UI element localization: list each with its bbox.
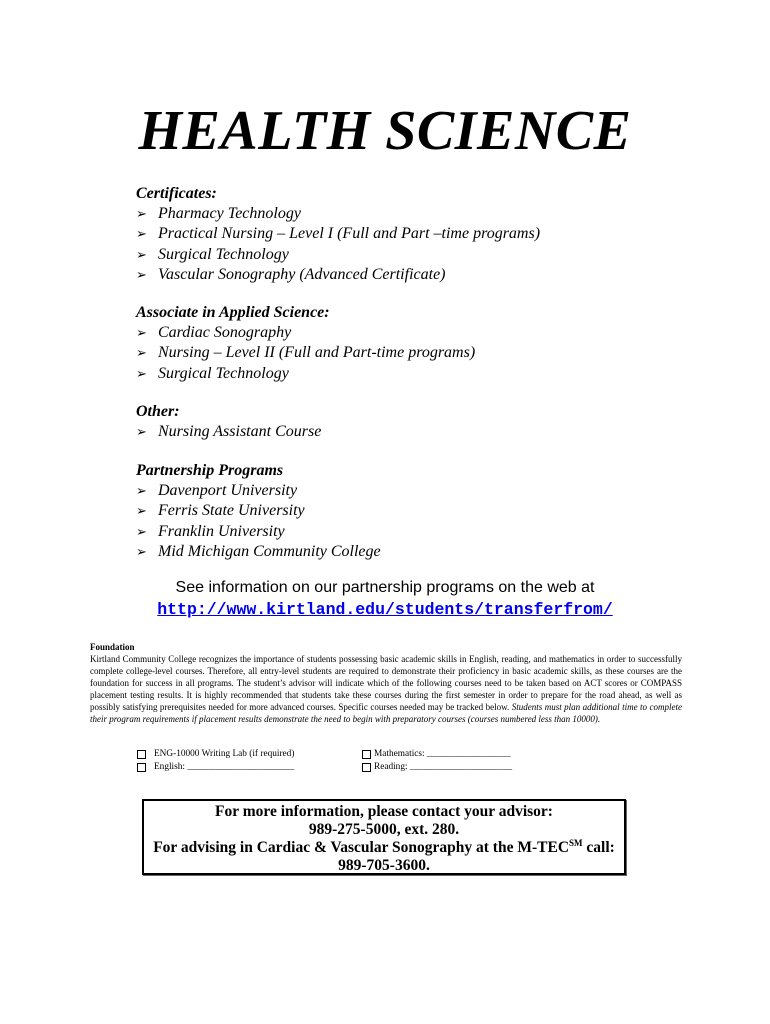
certificates-section	[136, 184, 540, 286]
checklist-label: Mathematics: __________________	[374, 749, 511, 759]
section-heading: Partnership Programs	[136, 462, 284, 479]
list-item-label: Practical Nursing – Level I (Full and Part –time programs)	[158, 225, 541, 242]
checklist-label: ENG-10000 Writing Lab (if required)	[154, 749, 295, 759]
list-item	[136, 265, 540, 286]
arrow-bullet-icon: ➢	[136, 325, 147, 341]
associate-degree-list	[136, 323, 475, 385]
associate-degree-section	[136, 303, 475, 384]
list-item	[136, 481, 381, 502]
transfer-url-link[interactable]: http://www.kirtland.edu/students/transferfrom/	[157, 600, 613, 619]
checklist-label: Reading: ______________________	[374, 762, 513, 772]
checkbox[interactable]	[362, 763, 371, 772]
arrow-bullet-icon: ➢	[136, 483, 147, 499]
foundation-section	[90, 641, 682, 725]
list-item-label: Cardiac Sonography	[158, 323, 292, 341]
contact-line: For more information, please contact your advisor:	[215, 803, 553, 820]
arrow-bullet-icon: ➢	[136, 545, 147, 560]
list-item-label: Vascular Sonography (Advanced Certificate)	[158, 266, 446, 283]
list-item	[136, 422, 321, 443]
list-item	[136, 522, 381, 543]
list-item	[136, 501, 381, 522]
list-item	[136, 245, 540, 266]
course-checklist-right	[362, 748, 512, 774]
checklist-item	[362, 761, 512, 774]
list-item-label: Davenport University	[158, 481, 298, 499]
other-section	[136, 402, 321, 442]
checklist-item	[137, 748, 294, 761]
list-item	[136, 542, 381, 563]
checkbox[interactable]	[137, 763, 146, 772]
arrow-bullet-icon: ➢	[136, 524, 147, 540]
list-item	[136, 343, 475, 364]
arrow-bullet-icon: ➢	[136, 504, 147, 519]
arrow-bullet-icon: ➢	[136, 366, 147, 382]
checkbox[interactable]	[137, 750, 146, 759]
other-list	[136, 422, 321, 443]
checklist-label: English: _______________________	[154, 762, 295, 772]
section-heading: Certificates:	[136, 185, 217, 202]
foundation-note: Students must plan additional time to complete their program requirements if placement results demonstrate the need to begin with preparatory courses (courses numbered less than 10000).	[90, 702, 682, 724]
course-checklist-left	[137, 748, 294, 774]
contact-line-text: For advising in Cardiac & Vascular Sonography at the M-TEC	[153, 839, 570, 856]
partnership-web-info	[0, 577, 770, 621]
web-info-text: See information on our partnership programs on the web at	[175, 579, 595, 596]
arrow-bullet-icon: ➢	[136, 346, 147, 361]
list-item	[136, 364, 475, 385]
list-item-label: Franklin University	[158, 522, 285, 540]
arrow-bullet-icon: ➢	[136, 206, 147, 222]
list-item-label: Nursing – Level II (Full and Part-time programs)	[158, 344, 476, 361]
list-item-label: Surgical Technology	[158, 245, 289, 263]
contact-box	[142, 799, 626, 875]
section-heading: Other:	[136, 403, 180, 420]
list-item-label: Mid Michigan Community College	[158, 543, 381, 560]
list-item-label: Ferris State University	[158, 502, 305, 519]
foundation-heading: Foundation	[90, 642, 135, 652]
contact-line	[144, 839, 624, 857]
checklist-item	[362, 748, 512, 761]
contact-line-text: call:	[582, 839, 615, 856]
arrow-bullet-icon: ➢	[136, 268, 147, 283]
service-mark: SM	[569, 837, 583, 848]
list-item-label: Nursing Assistant Course	[158, 422, 322, 440]
certificates-list	[136, 204, 540, 286]
arrow-bullet-icon: ➢	[136, 247, 147, 263]
partnership-section	[136, 461, 381, 563]
list-item	[136, 323, 475, 344]
checklist-item	[137, 761, 294, 774]
arrow-bullet-icon: ➢	[136, 424, 147, 440]
foundation-body: Kirtland Community College recognizes the importance of students possessing basic academic skills in English, reading, and mathematics in order to successfully complete college-level courses. Therefore, all entry-level students are required to demonstrate their proficiency in basic academic skills, as these courses are the foundation for success in all programs. The student’s advisor will indicate which of the following courses need to be taken based on ACT scores or COMPASS placement testing results. It is highly recommended that students take these courses during the first semester in order to prepare for the road ahead, as well as possibly satisfying prerequisites needed for more advanced courses. Specific courses needed may be tracked below.	[90, 654, 682, 712]
list-item	[136, 224, 540, 245]
contact-phone: 989-275-5000, ext. 280.	[308, 821, 460, 838]
checkbox[interactable]	[362, 750, 371, 759]
arrow-bullet-icon: ➢	[136, 227, 147, 242]
list-item	[136, 204, 540, 225]
contact-phone: 989-705-3600.	[338, 857, 430, 874]
page-title: HEALTH SCIENCE	[138, 100, 632, 162]
list-item-label: Surgical Technology	[158, 364, 289, 382]
section-heading: Associate in Applied Science:	[136, 304, 330, 321]
partnership-list	[136, 481, 381, 563]
list-item-label: Pharmacy Technology	[158, 204, 301, 222]
